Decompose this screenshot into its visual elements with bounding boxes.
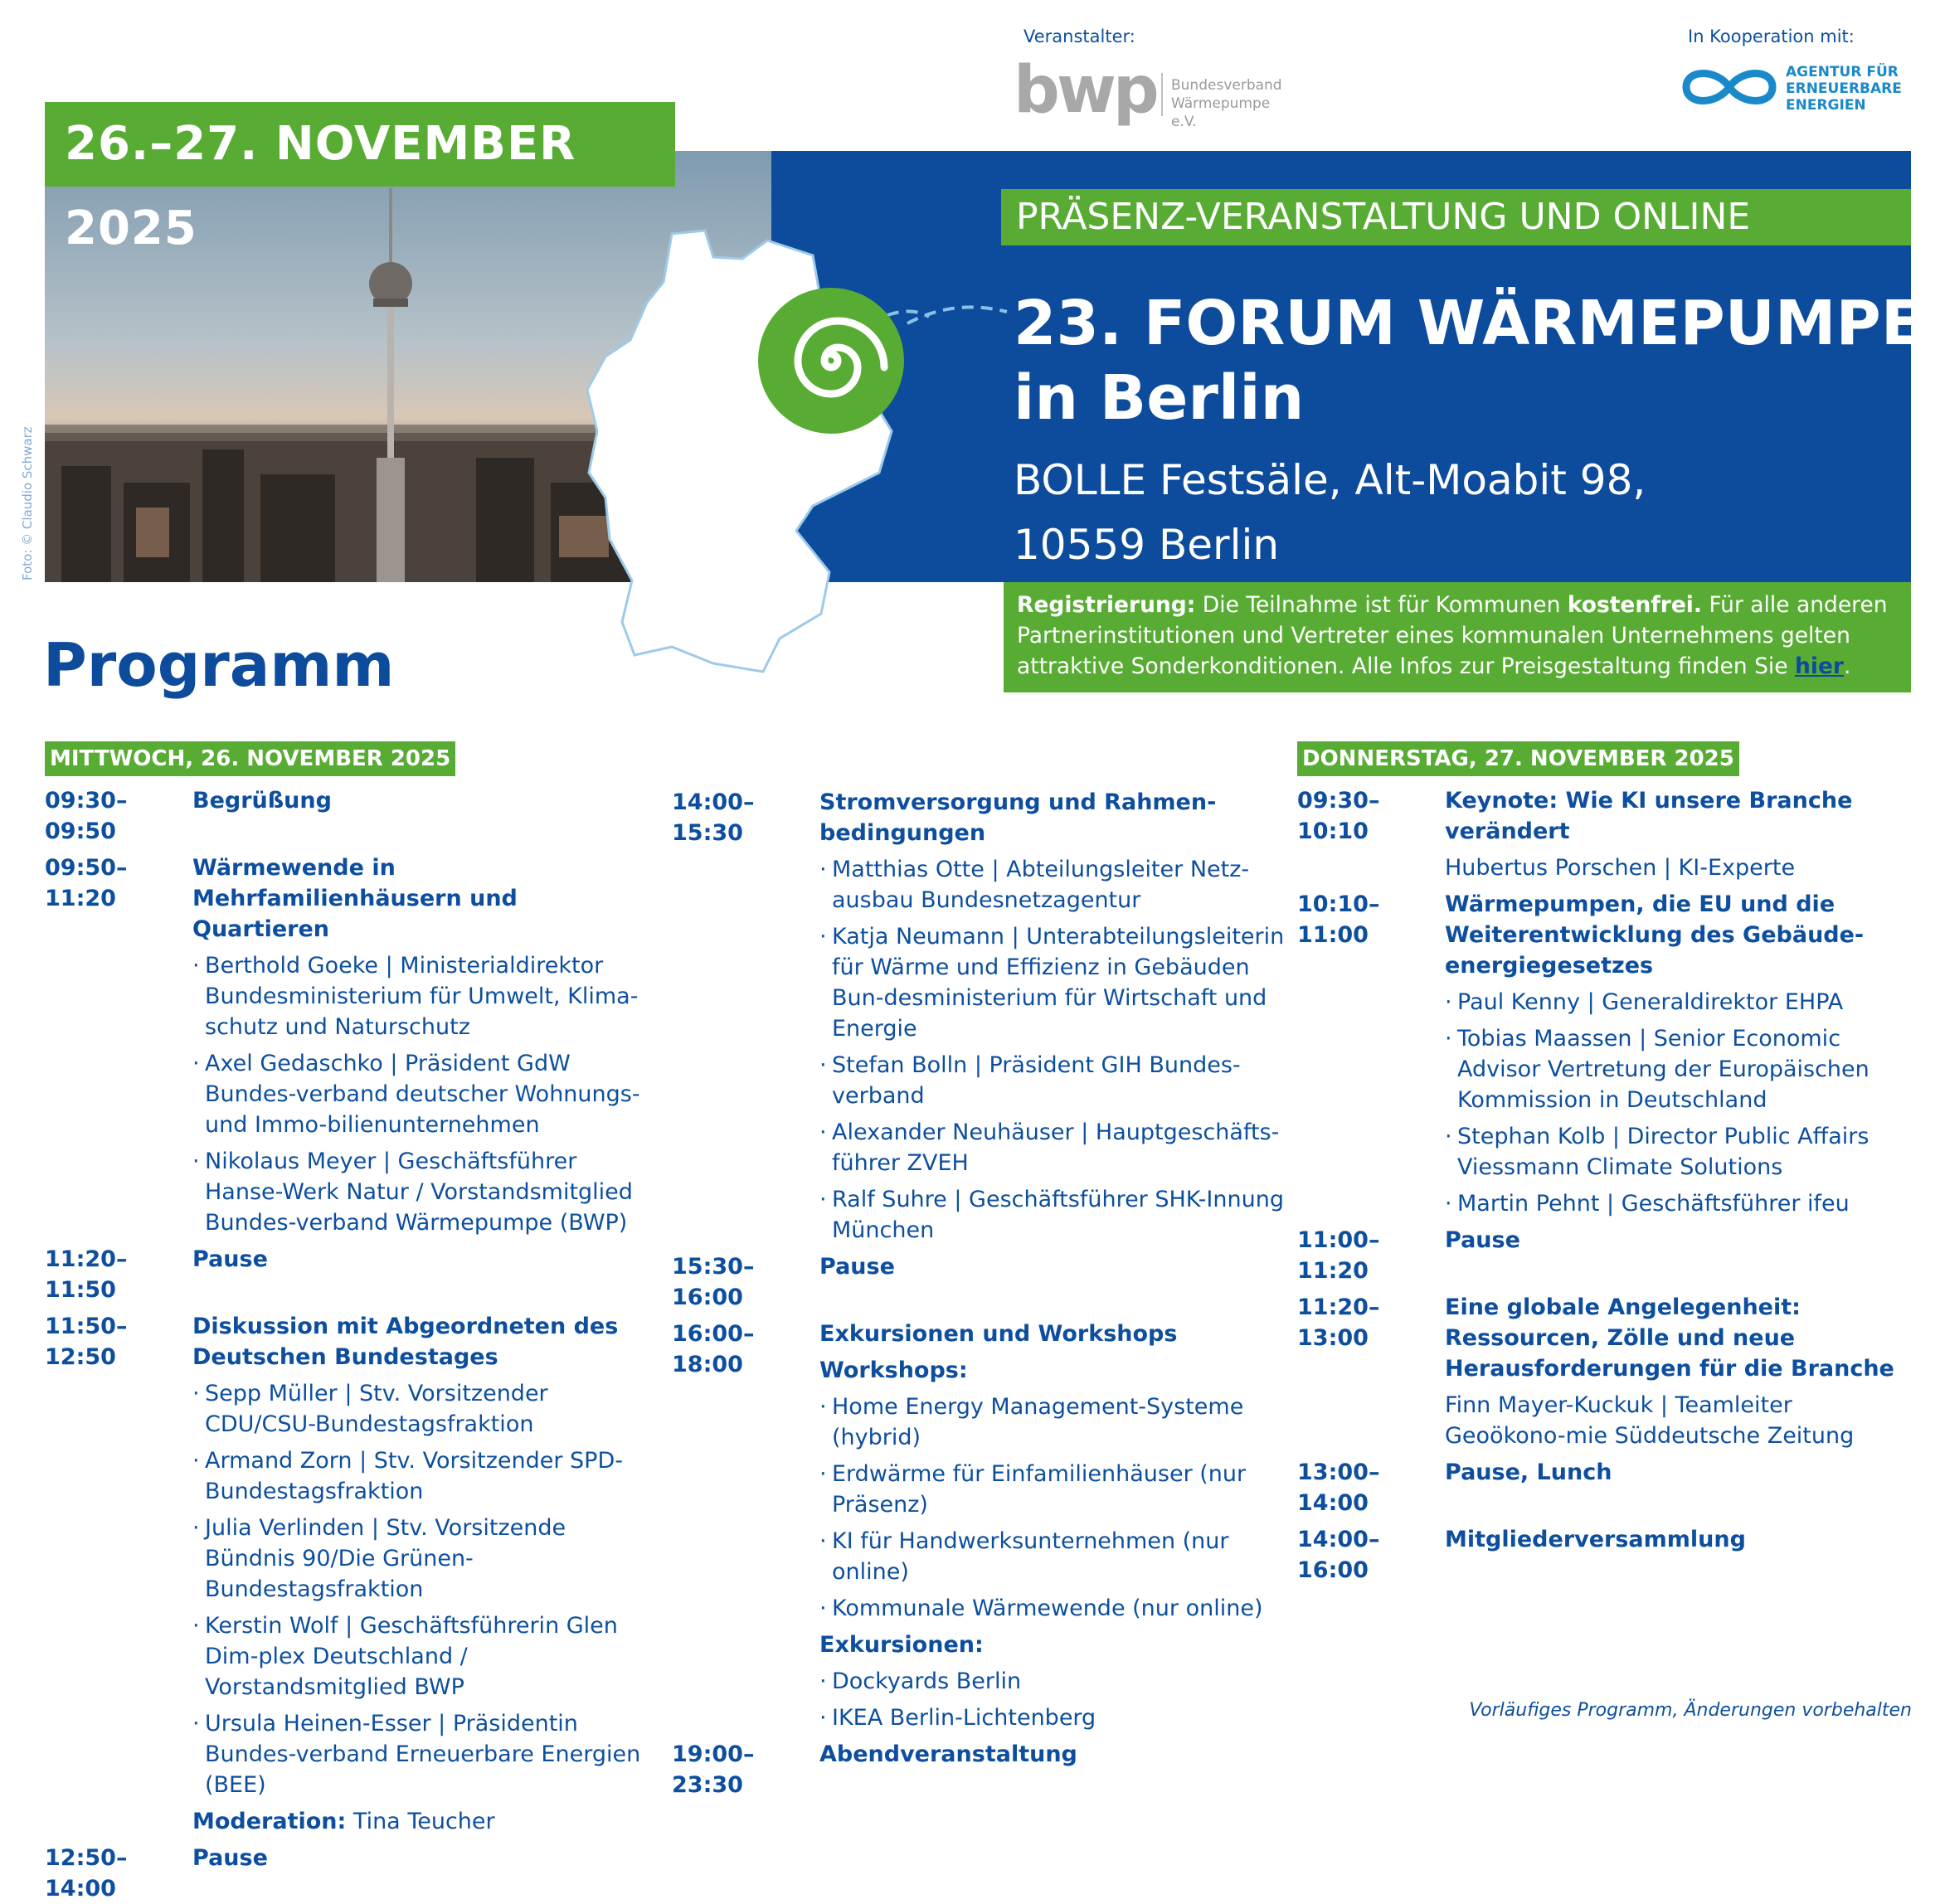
workshop-item: · KI für Handwerksunternehmen (nur online) — [819, 1526, 1286, 1587]
event-title-line1: 23. FORUM WÄRMEPUMPE — [1014, 288, 1923, 359]
registration-text1: Die Teilnahme ist für Kommunen — [1195, 592, 1568, 618]
registration-label: Registrierung: — [1017, 592, 1196, 618]
session-row — [1297, 785, 1911, 883]
session-time: 15:30–16:00 — [672, 1254, 755, 1310]
session-title: Keynote: Wie KI unsere Branche verändert — [1445, 788, 1853, 844]
session-row — [45, 785, 659, 847]
cooperation-label: In Kooperation mit: — [1688, 27, 1855, 46]
speaker-line: Hubertus Porschen | KI-Experte — [1445, 855, 1796, 881]
session-row — [1297, 1292, 1911, 1451]
session-title: Pause — [1445, 1227, 1520, 1253]
session-row — [1297, 1524, 1911, 1586]
session-title: Wärmepumpen, die EU und die Weiterentwicklung des Gebäude-energiegesetzes — [1445, 891, 1865, 979]
speaker-item: · Berthold Goeke | Ministerialdirektor Bundesministerium für Umwelt, Klima-schutz und Naturschutz — [192, 950, 659, 1042]
excursion-item: · IKEA Berlin-Lichtenberg — [819, 1702, 1286, 1733]
footer-note: Vorläufiges Programm, Änderungen vorbehalten — [1469, 1700, 1912, 1721]
venue-line2: 10559 Berlin — [1014, 521, 1280, 569]
event-title — [1014, 286, 1923, 435]
session-time: 10:10–11:00 — [1297, 891, 1380, 948]
program-heading: Programm — [43, 630, 395, 700]
speaker-item: · Martin Pehnt | Geschäftsführer ifeu — [1445, 1188, 1911, 1219]
session-time: 16:00–18:00 — [672, 1321, 755, 1377]
registration-link[interactable]: hier — [1795, 653, 1844, 679]
event-date: 26.–27. NOVEMBER 2025 — [45, 102, 675, 187]
workshop-item: · Kommunale Wärmewende (nur online) — [819, 1593, 1286, 1624]
session-time: 14:00–16:00 — [1297, 1527, 1380, 1583]
session-title: Pause — [192, 1246, 268, 1272]
session-row — [672, 1319, 1286, 1733]
registration-box — [1004, 582, 1911, 692]
speaker-item: · Tobias Maassen | Senior Economic Advisor Vertretung der Europäischen Kommission in Deutschland — [1445, 1023, 1911, 1115]
session-row — [1297, 889, 1911, 1219]
session-title: Pause — [819, 1254, 895, 1280]
speaker-item: · Stephan Kolb | Director Public Affairs Viessmann Climate Solutions — [1445, 1121, 1911, 1183]
heat-pump-spiral-logo — [756, 286, 906, 435]
speaker-item: · Armand Zorn | Stv. Vorsitzender SPD-Bundestagsfraktion — [192, 1445, 659, 1507]
day2-header: DONNERSTAG, 27. NOVEMBER 2025 — [1297, 741, 1739, 776]
session-title: Pause — [192, 1845, 268, 1871]
speaker-item: · Sepp Müller | Stv. Vorsitzender CDU/CSU-Bundestagsfraktion — [192, 1378, 659, 1440]
workshop-item: · Home Energy Management-Systeme (hybrid) — [819, 1392, 1286, 1453]
day2-column — [1297, 741, 1911, 1586]
session-title: Begrüßung — [192, 788, 332, 814]
event-venue — [1014, 448, 1646, 577]
speaker-item: · Ursula Heinen-Esser | Präsidentin Bundes-verband Erneuerbare Energien (BEE) — [192, 1708, 659, 1800]
workshop-item: · Erdwärme für Einfamilienhäuser (nur Präsenz) — [819, 1459, 1286, 1520]
moderation-name: Tina Teucher — [346, 1809, 495, 1834]
bwp-logo-word: bwp — [1014, 53, 1156, 128]
session-time: 11:00–11:20 — [1297, 1227, 1380, 1284]
session-title: Stromversorgung und Rahmen-bedingungen — [819, 789, 1217, 846]
speaker-item: · Stefan Bolln | Präsident GIH Bundes-verband — [819, 1050, 1286, 1111]
event-title-line2: in Berlin — [1014, 362, 1305, 434]
aee-logo — [1680, 62, 1902, 120]
organizer-label: Veranstalter: — [1023, 27, 1135, 46]
moderation — [192, 1806, 659, 1837]
registration-text2: Für alle anderen Partnerinstitutionen und Vertreter eines kommunalen Unternehmens gelten attraktive Sonderkonditionen. Alle Infos zur Preisgestaltung finden Sie — [1017, 592, 1888, 679]
session-row — [1297, 1225, 1911, 1286]
bwp-logo-line2: Wärmepumpe e.V. — [1171, 95, 1271, 130]
session-title: Wärmewende in Mehrfamilienhäusern und Quartieren — [192, 855, 518, 942]
session-row — [45, 1244, 659, 1305]
session-time: 11:20–13:00 — [1297, 1294, 1380, 1351]
speaker-item: · Matthias Otte | Abteilungsleiter Netz-ausbau Bundesnetzagentur — [819, 854, 1286, 916]
aee-logo-line3: ENERGIEN — [1786, 97, 1866, 114]
session-title: Diskussion mit Abgeordneten des Deutschen Bundestages — [192, 1314, 619, 1370]
aee-logo-line2: ERNEUERBARE — [1786, 80, 1902, 97]
session-title: Eine globale Angelegenheit: Ressourcen, Zölle und neue Herausforderungen für die Branche — [1445, 1294, 1894, 1382]
session-title: Exkursionen und Workshops — [819, 1321, 1178, 1347]
speaker-item: · Alexander Neuhäuser | Hauptgeschäfts-führer ZVEH — [819, 1117, 1286, 1178]
session-row — [45, 852, 659, 1238]
session-row — [45, 1311, 659, 1837]
day1-column — [45, 741, 659, 1904]
event-format: PRÄSENZ-VERANSTALTUNG UND ONLINE — [1001, 189, 1911, 245]
session-row — [1297, 1457, 1911, 1518]
moderation-label: Moderation: — [192, 1809, 347, 1834]
infinity-icon — [1680, 64, 1779, 110]
speaker-item: · Kerstin Wolf | Geschäftsführerin Glen Dim-plex Deutschland / Vorstandsmitglied BWP — [192, 1610, 659, 1702]
excursion-item: · Dockyards Berlin — [819, 1666, 1286, 1697]
speaker-item: · Axel Gedaschko | Präsident GdW Bundes-verband deutscher Wohnungs- und Immo-bilienunternehmen — [192, 1048, 659, 1140]
session-time: 09:30–09:50 — [45, 788, 128, 844]
session-row — [672, 1739, 1286, 1800]
session-time: 14:00–15:30 — [672, 789, 755, 846]
speaker-item: · Ralf Suhre | Geschäftsführer SHK-Innung München — [819, 1184, 1286, 1246]
dashed-connector — [904, 299, 1012, 332]
speaker-item: · Paul Kenny | Generaldirektor EHPA — [1445, 987, 1911, 1018]
session-row — [672, 787, 1286, 1246]
venue-line1: BOLLE Festsäle, Alt-Moabit 98, — [1014, 456, 1646, 504]
session-title: Mitgliederversammlung — [1445, 1527, 1746, 1552]
aee-logo-line1: AGENTUR FÜR — [1786, 64, 1899, 80]
session-time: 19:00–23:30 — [672, 1741, 755, 1798]
session-time: 09:50–11:20 — [45, 855, 128, 911]
excursions-label: Exkursionen: — [819, 1632, 984, 1658]
session-time: 13:00–14:00 — [1297, 1460, 1380, 1516]
session-time: 12:50–14:00 — [45, 1845, 128, 1902]
speaker-item: · Nikolaus Meyer | Geschäftsführer Hanse-Werk Natur / Vorstandsmitglied Bundes-verband Wärmepumpe (BWP) — [192, 1146, 659, 1238]
workshops-label: Workshops: — [819, 1358, 968, 1383]
registration-end: . — [1844, 653, 1851, 679]
day1-afternoon-column — [672, 781, 1286, 1800]
bwp-logo — [1014, 53, 1296, 130]
registration-free: kostenfrei. — [1567, 592, 1702, 618]
session-row — [672, 1251, 1286, 1313]
session-title: Abendveranstaltung — [819, 1741, 1077, 1767]
session-title: Pause, Lunch — [1445, 1460, 1612, 1485]
speaker-line: Finn Mayer-Kuckuk | Teamleiter Geoökono-mie Süddeutsche Zeitung — [1445, 1392, 1855, 1449]
session-time: 11:50–12:50 — [45, 1314, 128, 1370]
speaker-item: · Julia Verlinden | Stv. Vorsitzende Bündnis 90/Die Grünen-Bundestagsfraktion — [192, 1513, 659, 1605]
bwp-logo-line1: Bundesverband — [1171, 77, 1282, 94]
speaker-item: · Katja Neumann | Unterabteilungsleiterin für Wärme und Effizienz in Gebäuden Bun-desministerium für Wirtschaft und Energie — [819, 921, 1286, 1044]
day1-header: MITTWOCH, 26. NOVEMBER 2025 — [45, 741, 455, 776]
photo-credit: Foto: © Claudio Schwarz — [20, 426, 35, 580]
session-time: 11:20–11:50 — [45, 1246, 128, 1303]
session-row — [45, 1843, 659, 1904]
session-time: 09:30–10:10 — [1297, 788, 1380, 844]
